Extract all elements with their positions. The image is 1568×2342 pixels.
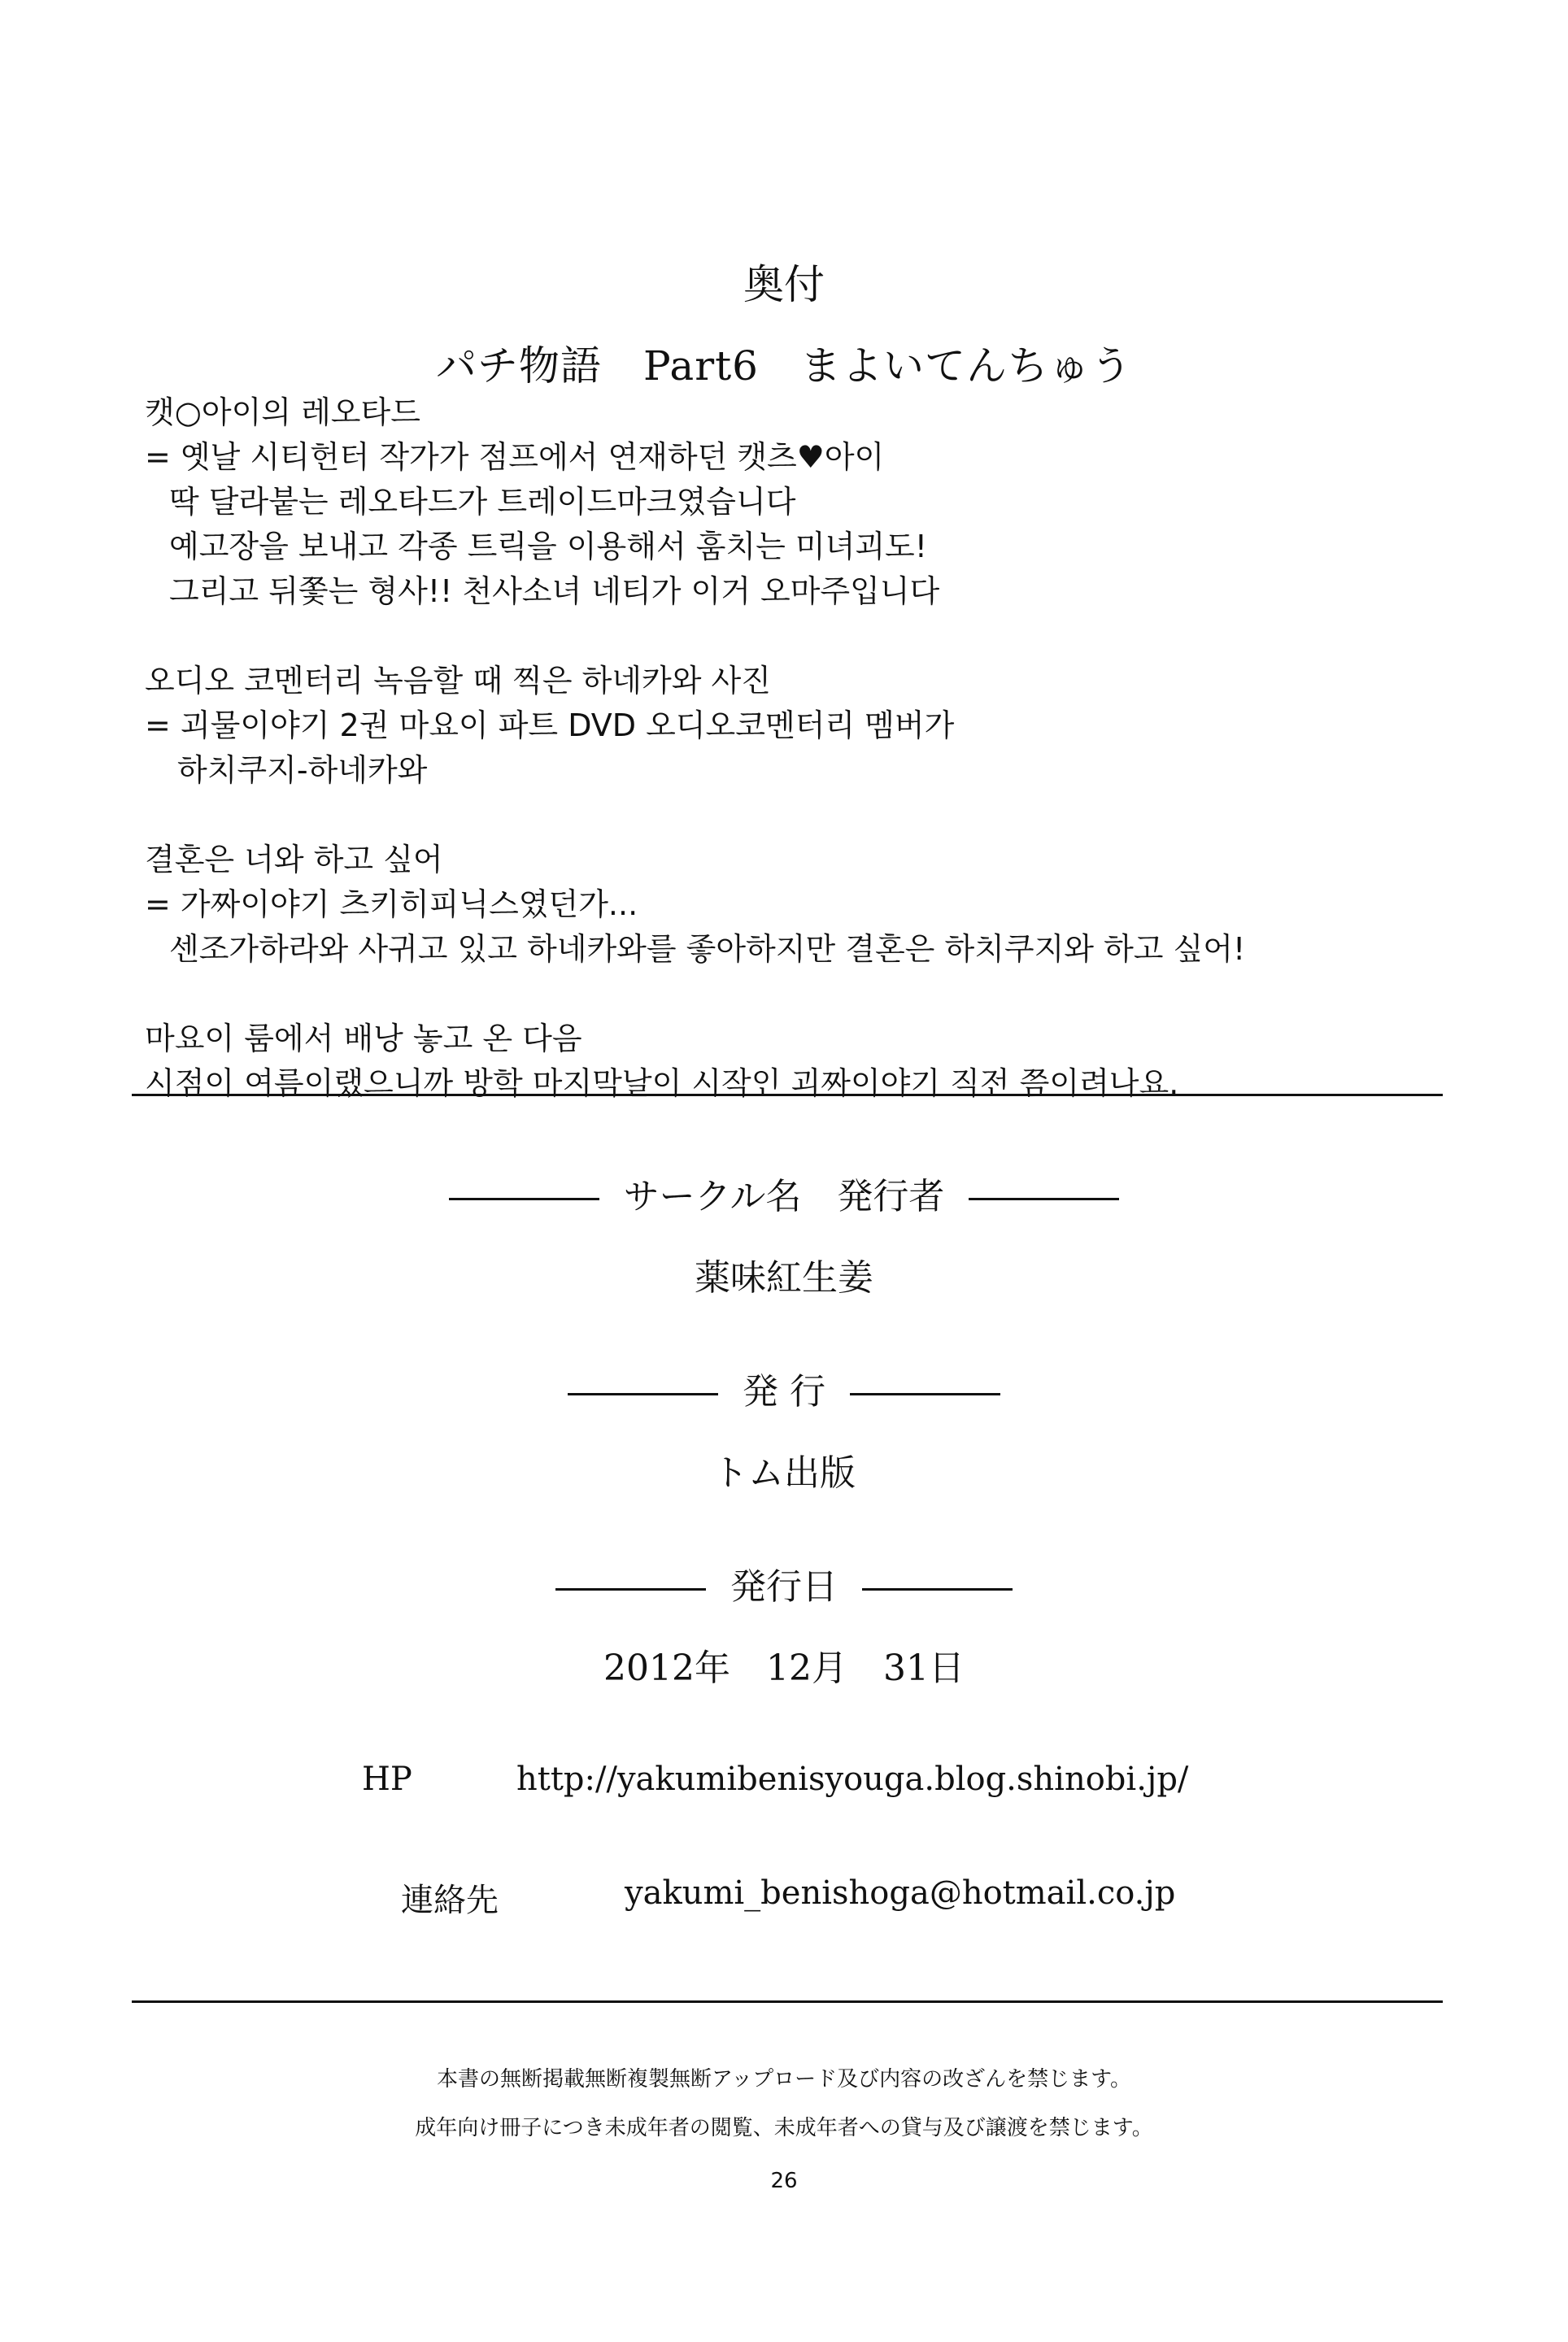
- hp-url[interactable]: http://yakumibenisyouga.blog.shinobi.jp/: [516, 1761, 1189, 1798]
- dash-left: [555, 1588, 706, 1591]
- date-section-header: [0, 1557, 1568, 1609]
- note-block: [145, 1016, 1462, 1106]
- publisher-section-header: [0, 1362, 1568, 1414]
- colophon-title: 奥付: [743, 261, 825, 308]
- notes-divider: [132, 1094, 1443, 1096]
- note-line: 그리고 뒤쫓는 형사!! 천사소녀 네티가 이거 오마주입니다: [169, 573, 940, 609]
- publish-date: 2012年 12月 31日: [603, 1648, 965, 1689]
- legal-divider: [132, 2000, 1443, 2003]
- circle-label: サークル名 発行者: [623, 1176, 945, 1217]
- note-line: 오디오 코멘터리 녹음할 때 찍은 하네카와 사진: [145, 663, 771, 699]
- note-line: 예고장을 보내고 각종 트릭을 이용해서 훔치는 미녀괴도!: [169, 529, 927, 564]
- hp-label: HP: [362, 1761, 412, 1798]
- publisher-label: 発 行: [743, 1371, 825, 1413]
- page-number: 26: [770, 2169, 798, 2193]
- dash-left: [568, 1393, 718, 1395]
- contact-email[interactable]: yakumi_benishoga@hotmail.co.jp: [625, 1874, 1176, 1912]
- contact-label: 連絡先: [401, 1882, 499, 1919]
- dash-left: [449, 1198, 599, 1200]
- note-block: [145, 659, 1462, 793]
- legal-notice-2: 成年向け冊子につき未成年者の閲覧、未成年者への貸与及び譲渡を禁じます。: [415, 2116, 1153, 2140]
- note-line: = 괴물이야기 2권 마요이 파트 DVD 오디오코멘터리 멤버가: [145, 707, 955, 743]
- legal-notice-1: 本書の無断掲載無断複製無断アップロード及び内容の改ざんを禁じます。: [436, 2067, 1132, 2092]
- book-subtitle: パチ物語 Part6 まよいてんちゅう: [435, 342, 1132, 390]
- circle-name: 薬味紅生姜: [695, 1257, 873, 1299]
- date-label: 発行日: [730, 1566, 838, 1608]
- dash-right: [850, 1393, 1000, 1395]
- note-line: 결혼은 너와 하고 싶어: [145, 842, 443, 877]
- note-line: 센조가하라와 사귀고 있고 하네카와를 좋아하지만 결혼은 하치쿠지와 하고 싶어!: [169, 931, 1246, 967]
- note-line: = 옛날 시티헌터 작가가 점프에서 연재하던 캣츠♥아이: [145, 439, 885, 475]
- note-line: = 가짜이야기 츠키히피닉스였던가...: [145, 886, 638, 922]
- note-block: [145, 838, 1462, 972]
- circle-section-header: [0, 1167, 1568, 1219]
- publisher-name: トム出版: [712, 1452, 856, 1494]
- note-line: 캣○아이의 레오타드: [145, 394, 420, 430]
- note-line: 마요이 룸에서 배낭 놓고 온 다음: [145, 1021, 582, 1056]
- note-block: [145, 390, 1462, 614]
- note-line: 딱 달라붙는 레오타드가 트레이드마크였습니다: [169, 484, 796, 520]
- note-line: 시점이 여름이랬으니까 방학 마지막날이 시작인 괴짜이야기 직전 쯤이려나요.: [145, 1065, 1179, 1101]
- dash-right: [862, 1588, 1013, 1591]
- translator-notes: [145, 390, 1462, 1151]
- dash-right: [969, 1198, 1119, 1200]
- note-line: 하치쿠지-하네카와: [177, 752, 428, 788]
